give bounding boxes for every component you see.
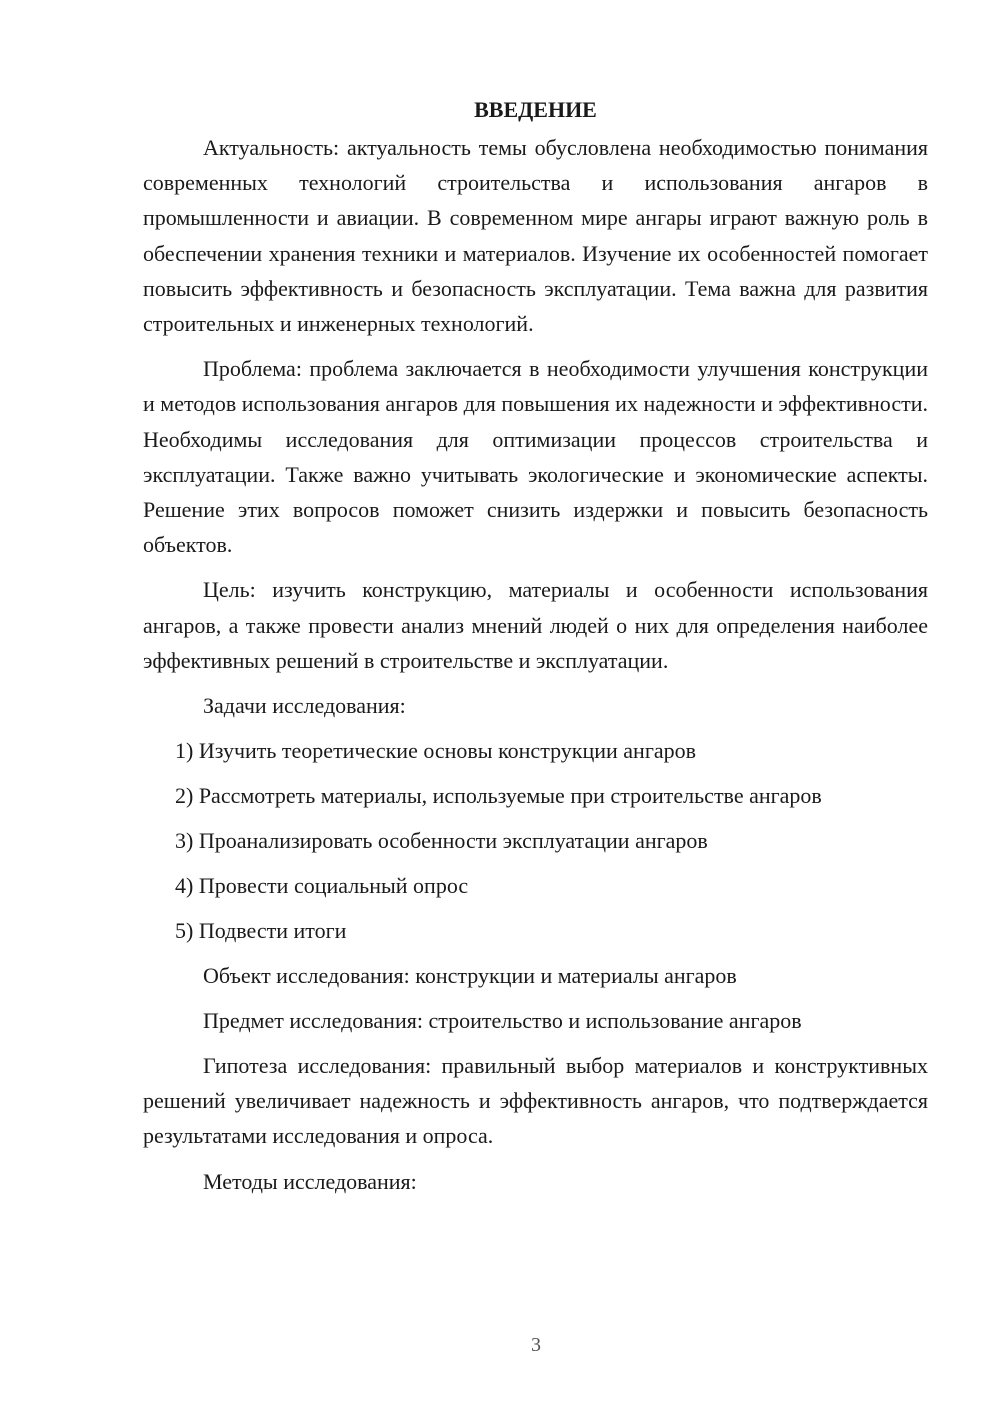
page-title: ВВЕДЕНИЕ [474, 97, 597, 122]
task-item-2: 2) Рассмотреть материалы, используемые при строительстве ангаров [175, 783, 822, 809]
paragraph-relevance: Актуальность: актуальность темы обусловлена необходимостью понимания современных технологий строительства и использования ангаров в промышленности и авиации. В современном мире ангары играют важную роль в обеспечении хранения техники и материалов. Изучение их особенностей помогает повысить эффективность и безопасность эксплуатации. Тема важна для развития строительных и инженерных технологий. [143, 135, 928, 337]
tasks-heading: Задачи исследования: [203, 693, 406, 719]
task-item-3: 3) Проанализировать особенности эксплуатации ангаров [175, 828, 708, 854]
methods-heading: Методы исследования: [203, 1168, 417, 1194]
research-object: Объект исследования: конструкции и материалы ангаров [203, 963, 737, 989]
task-item-1: 1) Изучить теоретические основы конструкции ангаров [175, 738, 697, 764]
research-subject: Предмет исследования: строительство и использование ангаров [203, 1008, 802, 1034]
page-number: 3 [531, 1334, 541, 1356]
task-item-4: 4) Провести социальный опрос [175, 873, 469, 899]
paragraph-goal: Цель: изучить конструкцию, материалы и особенности использования ангаров, а также провести анализ мнений людей о них для определения наиболее эффективных решений в строительстве и эксплуатации. [143, 577, 928, 673]
paragraph-problem: Проблема: проблема заключается в необходимости улучшения конструкции и методов использования ангаров для повышения их надежности и эффективности. Необходимы исследования для оптимизации процессов строительства и эксплуатации. Также важно учитывать экологические и экономические аспекты. Решение этих вопросов поможет снизить издержки и повысить безопасность объектов. [143, 356, 928, 558]
task-item-5: 5) Подвести итоги [175, 918, 347, 944]
document-page [143, 92, 928, 1209]
paragraph-hypothesis: Гипотеза исследования: правильный выбор материалов и конструктивных решений увеличивает надежность и эффективность ангаров, что подтверждается результатами исследования и опроса. [143, 1053, 928, 1149]
